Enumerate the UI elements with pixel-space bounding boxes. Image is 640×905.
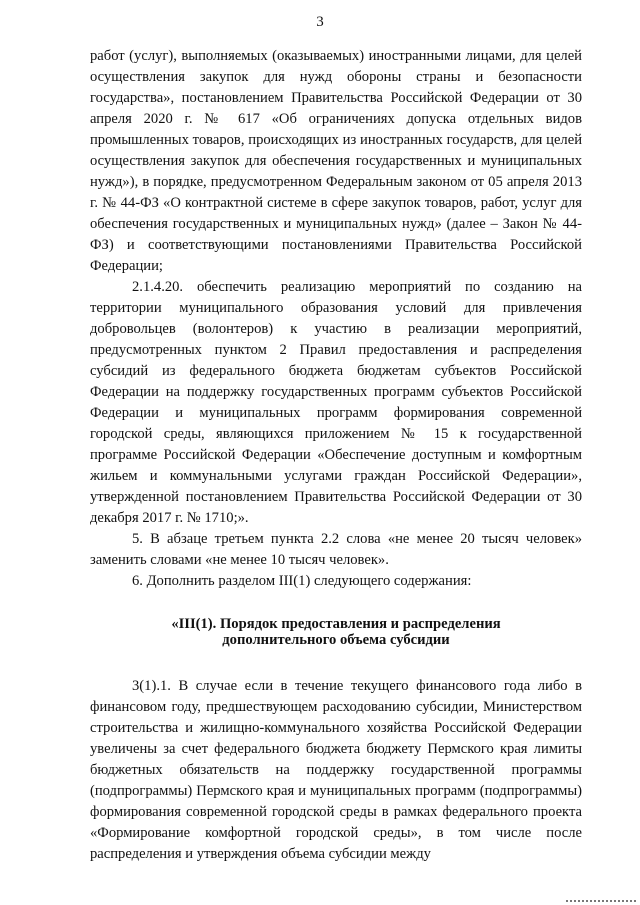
page-number: 3 — [316, 14, 324, 30]
paragraph-item-5: 5. В абзаце третьем пункта 2.2 слова «не менее 20 тысяч человек» заменить словами «не менее 10 тысяч человек». — [90, 531, 582, 568]
scan-edge-mark — [566, 898, 636, 902]
section-heading — [90, 616, 582, 648]
paragraph-continuation: работ (услуг), выполняемых (оказываемых) иностранными лицами, для целей осуществления закупок для нужд обороны страны и безопасности государства», постановлением Правительства Российской Федерации от 30 апреля 2020 г. № 617 «Об ограничениях допуска отдельных видов промышленных товаров, происходящих из иностранных государств, для целей осуществления закупок для обеспечения государственных и муниципальных нужд»), в порядке, предусмотренном Федеральным законом от 05 апреля 2013 г. № 44-ФЗ «О контрактной системе в сфере закупок товаров, работ, услуг для обеспечения государственных и муниципальных нужд» (далее – Закон № 44-ФЗ) и соответствующими постановлениями Правительства Российской Федерации; — [90, 48, 582, 274]
paragraph-item-6: 6. Дополнить разделом III(1) следующего содержания: — [132, 573, 472, 589]
paragraph-3-1-1: 3(1).1. В случае если в течение текущего финансового года либо в финансовом году, предшествующем расходованию субсидии, Министерством строительства и жилищно-коммунального хозяйства Российской Федерации увеличены за счет федерального бюджета бюджету Пермского края лимиты бюджетных обязательств на поддержку государственной программы (подпрограммы) Пермского края и муниципальных программ (подпрограммы) формирования современной городской среды в рамках федерального проекта «Формирование комфортной городской среды», в том числе после распределения и утверждения объема субсидии между — [90, 678, 582, 862]
paragraph-2-1-4-20: 2.1.4.20. обеспечить реализацию мероприятий по созданию на территории муниципального образования условий для привлечения добровольцев (волонтеров) к участию в реализации мероприятий, предусмотренных пунктом 2 Правил предоставления и распределения субсидий из федерального бюджета бюджетам субъектов Российской Федерации на поддержку государственных программ субъектов Российской Федерации и муниципальных программ формирования современной городской среды, являющихся приложением № 15 к государственной программе Российской Федерации «Обеспечение доступным и комфортным жильем и коммунальными услугами граждан Российской Федерации», утвержденной постановлением Правительства Российской Федерации от 30 декабря 2017 г. № 1710;». — [90, 279, 582, 526]
section-heading-line-2: дополнительного объема субсидии — [222, 632, 450, 648]
document-body — [90, 46, 582, 865]
section-heading-line-1: «III(1). Порядок предоставления и распределения — [171, 616, 501, 632]
